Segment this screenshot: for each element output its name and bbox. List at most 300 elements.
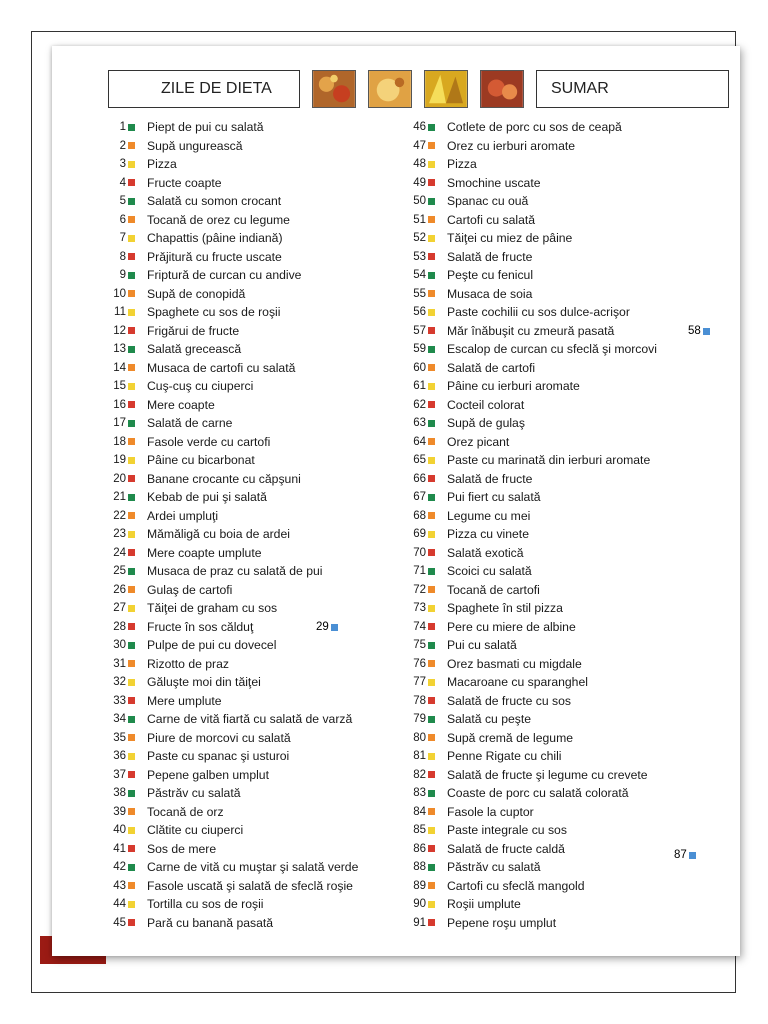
recipe-number: 49 <box>413 176 426 189</box>
recipe-item <box>98 303 358 322</box>
recipe-item <box>98 858 358 877</box>
recipe-item <box>398 525 657 544</box>
recipe-name: Coaste de porc cu salată colorată <box>447 786 629 801</box>
red-category-marker-icon <box>428 845 435 852</box>
yellow-category-marker-icon <box>128 457 135 464</box>
recipe-name: Ardei umpluţi <box>147 508 219 523</box>
recipe-number: 72 <box>413 583 426 596</box>
recipe-number: 6 <box>119 213 126 226</box>
recipe-item <box>398 729 657 748</box>
recipe-number: 41 <box>113 842 126 855</box>
recipe-number: 80 <box>413 731 426 744</box>
yellow-category-marker-icon <box>128 531 135 538</box>
recipe-number: 33 <box>113 694 126 707</box>
recipe-item <box>398 303 657 322</box>
recipe-item <box>398 914 657 933</box>
orange-category-marker-icon <box>128 364 135 371</box>
recipe-item <box>98 470 358 489</box>
recipe-name: Salată de fructe <box>447 471 533 486</box>
yellow-category-marker-icon <box>428 901 435 908</box>
recipe-name: Roşii umplute <box>447 897 521 912</box>
recipe-number: 25 <box>113 565 126 578</box>
recipe-item <box>398 544 657 563</box>
recipe-item <box>398 581 657 600</box>
recipe-item <box>98 710 358 729</box>
recipe-name: Păstrăv cu salată <box>447 860 541 875</box>
recipe-name: Musaca de soia <box>447 286 533 301</box>
recipe-number: 82 <box>413 768 426 781</box>
recipe-item <box>98 229 358 248</box>
yellow-category-marker-icon <box>128 235 135 242</box>
recipe-number: 30 <box>113 639 126 652</box>
orange-category-marker-icon <box>428 808 435 815</box>
recipe-number: 34 <box>113 713 126 726</box>
recipe-item <box>398 840 657 859</box>
recipe-name: Pere cu miere de albine <box>447 619 576 634</box>
orange-category-marker-icon <box>128 142 135 149</box>
recipe-number: 38 <box>113 787 126 800</box>
recipe-name: Fasole verde cu cartofi <box>147 434 271 449</box>
recipe-number: 88 <box>413 861 426 874</box>
recipe-number: 75 <box>413 639 426 652</box>
recipe-item <box>98 211 358 230</box>
green-category-marker-icon <box>128 494 135 501</box>
orange-category-marker-icon <box>128 438 135 445</box>
recipe-name: Orez picant <box>447 434 510 449</box>
yellow-category-marker-icon <box>128 679 135 686</box>
recipe-name: Banane crocante cu căpşuni <box>147 471 301 486</box>
recipe-item <box>98 192 358 211</box>
recipe-extra-58: 58 <box>688 325 710 337</box>
recipe-item <box>98 248 358 267</box>
recipe-number: 2 <box>119 139 126 152</box>
red-category-marker-icon <box>128 845 135 852</box>
food-image-1 <box>312 70 356 108</box>
recipe-number: 28 <box>113 620 126 633</box>
recipe-name: Paste cochilii cu sos dulce-acrişor <box>447 305 630 320</box>
recipe-number: 61 <box>413 380 426 393</box>
recipe-name: Salată de fructe şi legume cu crevete <box>447 767 648 782</box>
recipe-name: Sos de mere <box>147 841 217 856</box>
recipe-number: 35 <box>113 731 126 744</box>
recipe-name: Mere coapte <box>147 397 215 412</box>
recipe-item <box>398 414 657 433</box>
recipe-number: 44 <box>113 898 126 911</box>
orange-category-marker-icon <box>128 882 135 889</box>
recipe-name: Fructe în sos călduţ <box>147 619 254 634</box>
recipe-number: 90 <box>413 898 426 911</box>
recipe-item <box>98 451 358 470</box>
recipe-number: 3 <box>119 158 126 171</box>
recipe-name: Smochine uscate <box>447 175 541 190</box>
recipe-item <box>398 137 657 156</box>
recipe-number: 68 <box>413 509 426 522</box>
yellow-category-marker-icon <box>428 309 435 316</box>
yellow-category-marker-icon <box>128 901 135 908</box>
recipe-item <box>98 174 358 193</box>
summary-title-box <box>536 70 729 108</box>
scanned-page <box>52 46 740 956</box>
recipe-item <box>398 174 657 193</box>
recipe-name: Pizza cu vinete <box>447 527 529 542</box>
recipe-name: Păstrăv cu salată <box>147 786 241 801</box>
recipe-item <box>398 692 657 711</box>
recipe-name: Pizza <box>147 157 177 172</box>
recipe-name: Pară cu banană pasată <box>147 915 274 930</box>
orange-category-marker-icon <box>428 882 435 889</box>
recipe-number: 8 <box>119 250 126 263</box>
recipe-number: 17 <box>113 417 126 430</box>
red-category-marker-icon <box>428 253 435 260</box>
recipe-number: 62 <box>413 398 426 411</box>
recipe-name: Măr înăbuşit cu zmeură pasată <box>447 323 615 338</box>
recipe-item <box>398 377 657 396</box>
recipe-number: 13 <box>113 343 126 356</box>
recipe-name: Salată cu somon crocant <box>147 194 282 209</box>
recipe-item <box>98 877 358 896</box>
recipe-number: 39 <box>113 805 126 818</box>
recipe-name: Pâine cu bicarbonat <box>147 453 255 468</box>
recipe-item <box>398 248 657 267</box>
yellow-category-marker-icon <box>128 383 135 390</box>
blue-marker-icon <box>331 624 338 631</box>
recipe-item <box>98 803 358 822</box>
yellow-category-marker-icon <box>428 235 435 242</box>
recipe-number: 20 <box>113 472 126 485</box>
recipe-item <box>398 599 657 618</box>
orange-category-marker-icon <box>428 364 435 371</box>
recipe-number: 79 <box>413 713 426 726</box>
orange-category-marker-icon <box>128 512 135 519</box>
recipe-item <box>98 118 358 137</box>
recipe-name: Cuş-cuş cu ciuperci <box>147 379 254 394</box>
recipe-number: 66 <box>413 472 426 485</box>
yellow-category-marker-icon <box>128 605 135 612</box>
recipe-name: Supă cremă de legume <box>447 730 574 745</box>
recipe-name: Orez basmati cu migdale <box>447 656 582 671</box>
recipe-item <box>98 599 358 618</box>
green-category-marker-icon <box>128 568 135 575</box>
red-category-marker-icon <box>428 697 435 704</box>
recipe-name: Pizza <box>447 157 477 172</box>
recipe-name: Salată grecească <box>147 342 242 357</box>
red-category-marker-icon <box>428 919 435 926</box>
recipe-extra-29: 29 <box>316 621 338 633</box>
recipe-number: 14 <box>113 361 126 374</box>
recipe-name: Salată de fructe caldă <box>447 841 565 856</box>
blue-marker-icon <box>703 328 710 335</box>
orange-category-marker-icon <box>128 734 135 741</box>
recipe-item <box>398 359 657 378</box>
recipe-item <box>398 470 657 489</box>
recipe-item <box>398 858 657 877</box>
red-category-marker-icon <box>428 549 435 556</box>
recipe-extra-87: 87 <box>674 849 696 861</box>
recipe-number: 57 <box>413 324 426 337</box>
recipe-item <box>398 821 657 840</box>
recipe-number: 46 <box>413 121 426 134</box>
recipe-number: 84 <box>413 805 426 818</box>
recipe-item <box>398 877 657 896</box>
recipe-number: 91 <box>413 916 426 929</box>
recipe-name: Pepene roşu umplut <box>447 915 557 930</box>
recipe-item <box>98 636 358 655</box>
recipe-name: Salată de cartofi <box>447 360 536 375</box>
yellow-category-marker-icon <box>428 753 435 760</box>
recipe-name: Macaroane cu sparanghel <box>447 675 588 690</box>
recipe-name: Orez cu ierburi aromate <box>447 138 576 153</box>
recipe-number: 78 <box>413 694 426 707</box>
orange-category-marker-icon <box>428 142 435 149</box>
recipe-item <box>398 488 657 507</box>
orange-category-marker-icon <box>128 660 135 667</box>
recipe-item <box>398 784 657 803</box>
recipe-item <box>98 155 358 174</box>
yellow-category-marker-icon <box>428 605 435 612</box>
recipe-name: Paste cu spanac şi usturoi <box>147 749 290 764</box>
recipe-item <box>98 322 358 341</box>
orange-category-marker-icon <box>128 290 135 297</box>
recipe-item <box>98 137 358 156</box>
green-category-marker-icon <box>128 864 135 871</box>
recipe-name: Tăiţei de graham cu sos <box>147 601 278 616</box>
left-recipe-list <box>98 118 358 932</box>
recipe-item <box>98 562 358 581</box>
yellow-category-marker-icon <box>428 457 435 464</box>
recipe-name: Escalop de curcan cu sfeclă şi morcovi <box>447 342 657 357</box>
green-category-marker-icon <box>128 198 135 205</box>
food-image-3 <box>424 70 468 108</box>
recipe-name: Piure de morcovi cu salată <box>147 730 291 745</box>
recipe-number: 15 <box>113 380 126 393</box>
blue-marker-icon <box>689 852 696 859</box>
recipe-name: Salată exotică <box>447 545 524 560</box>
recipe-number: 4 <box>119 176 126 189</box>
recipe-item <box>398 895 657 914</box>
recipe-number: 7 <box>119 232 126 245</box>
green-category-marker-icon <box>128 346 135 353</box>
orange-category-marker-icon <box>428 290 435 297</box>
recipe-number: 50 <box>413 195 426 208</box>
recipe-item <box>398 192 657 211</box>
yellow-category-marker-icon <box>128 827 135 834</box>
recipe-item <box>398 507 657 526</box>
recipe-item <box>98 488 358 507</box>
recipe-item <box>398 747 657 766</box>
recipe-number: 10 <box>113 287 126 300</box>
recipe-name: Supă de conopidă <box>147 286 246 301</box>
recipe-item <box>398 433 657 452</box>
recipe-name: Musaca de cartofi cu salată <box>147 360 296 375</box>
recipe-number: 69 <box>413 528 426 541</box>
yellow-category-marker-icon <box>128 161 135 168</box>
green-category-marker-icon <box>428 790 435 797</box>
recipe-name: Paste integrale cu sos <box>447 823 567 838</box>
orange-category-marker-icon <box>128 586 135 593</box>
recipe-name: Fasole la cuptor <box>447 804 534 819</box>
recipe-name: Piept de pui cu salată <box>147 120 264 135</box>
green-category-marker-icon <box>428 346 435 353</box>
red-category-marker-icon <box>128 401 135 408</box>
recipe-number: 22 <box>113 509 126 522</box>
orange-category-marker-icon <box>128 808 135 815</box>
recipe-number: 53 <box>413 250 426 263</box>
orange-category-marker-icon <box>428 660 435 667</box>
orange-category-marker-icon <box>428 512 435 519</box>
recipe-item <box>398 340 657 359</box>
green-category-marker-icon <box>428 272 435 279</box>
recipe-item <box>98 359 358 378</box>
red-category-marker-icon <box>128 919 135 926</box>
recipe-number: 19 <box>113 454 126 467</box>
red-category-marker-icon <box>128 697 135 704</box>
green-category-marker-icon <box>428 716 435 723</box>
recipe-item <box>98 544 358 563</box>
recipe-number: 64 <box>413 435 426 448</box>
recipe-number: 74 <box>413 620 426 633</box>
yellow-category-marker-icon <box>428 827 435 834</box>
recipe-name: Legume cu mei <box>447 508 531 523</box>
recipe-name: Cotlete de porc cu sos de ceapă <box>447 120 622 135</box>
recipe-number: 85 <box>413 824 426 837</box>
recipe-name: Frigărui de fructe <box>147 323 240 338</box>
recipe-number: 83 <box>413 787 426 800</box>
recipe-name: Cartofi cu salată <box>447 212 536 227</box>
recipe-name: Kebab de pui şi salată <box>147 490 267 505</box>
recipe-name: Friptură de curcan cu andive <box>147 268 302 283</box>
green-category-marker-icon <box>428 864 435 871</box>
yellow-category-marker-icon <box>128 309 135 316</box>
recipe-number: 12 <box>113 324 126 337</box>
recipe-item <box>98 377 358 396</box>
green-category-marker-icon <box>428 642 435 649</box>
recipe-number: 76 <box>413 657 426 670</box>
recipe-item <box>98 766 358 785</box>
recipe-item <box>398 266 657 285</box>
recipe-item <box>98 692 358 711</box>
red-category-marker-icon <box>128 327 135 334</box>
recipe-number: 27 <box>113 602 126 615</box>
recipe-number: 36 <box>113 750 126 763</box>
yellow-category-marker-icon <box>428 531 435 538</box>
recipe-number: 1 <box>119 121 126 134</box>
recipe-number: 43 <box>113 879 126 892</box>
recipe-name: Pâine cu ierburi aromate <box>447 379 580 394</box>
recipe-number: 9 <box>119 269 126 282</box>
red-category-marker-icon <box>128 623 135 630</box>
recipe-name: Cartofi cu sfeclă mangold <box>447 878 585 893</box>
recipe-name: Fructe coapte <box>147 175 222 190</box>
recipe-item <box>398 118 657 137</box>
recipe-name: Gulaş de cartofi <box>147 582 233 597</box>
recipe-item <box>98 895 358 914</box>
recipe-number: 24 <box>113 546 126 559</box>
yellow-category-marker-icon <box>428 161 435 168</box>
recipe-number: 18 <box>113 435 126 448</box>
summary-title: SUMAR <box>551 80 609 97</box>
recipe-number: 67 <box>413 491 426 504</box>
orange-category-marker-icon <box>428 586 435 593</box>
recipe-number: 47 <box>413 139 426 152</box>
recipe-item <box>98 840 358 859</box>
red-category-marker-icon <box>428 623 435 630</box>
recipe-number: 81 <box>413 750 426 763</box>
diet-days-title: ZILE DE DIETA <box>161 80 272 97</box>
recipe-number: 70 <box>413 546 426 559</box>
orange-category-marker-icon <box>428 216 435 223</box>
recipe-item <box>98 525 358 544</box>
green-category-marker-icon <box>128 420 135 427</box>
recipe-item <box>398 285 657 304</box>
recipe-number: 65 <box>413 454 426 467</box>
green-category-marker-icon <box>428 198 435 205</box>
red-category-marker-icon <box>428 475 435 482</box>
recipe-number: 56 <box>413 306 426 319</box>
yellow-category-marker-icon <box>128 753 135 760</box>
recipe-number: 26 <box>113 583 126 596</box>
recipe-number: 54 <box>413 269 426 282</box>
green-category-marker-icon <box>128 642 135 649</box>
recipe-item <box>98 396 358 415</box>
recipe-item <box>398 766 657 785</box>
recipe-name: Salată de carne <box>147 416 233 431</box>
recipe-item <box>98 433 358 452</box>
recipe-name: Tocană de orz <box>147 804 224 819</box>
recipe-number: 71 <box>413 565 426 578</box>
recipe-item <box>398 655 657 674</box>
recipe-number: 86 <box>413 842 426 855</box>
recipe-name: Scoici cu salată <box>447 564 532 579</box>
recipe-name: Supă de gulaş <box>447 416 525 431</box>
recipe-number: 32 <box>113 676 126 689</box>
food-image-2 <box>368 70 412 108</box>
recipe-number: 52 <box>413 232 426 245</box>
recipe-number: 16 <box>113 398 126 411</box>
recipe-number: 42 <box>113 861 126 874</box>
right-recipe-list <box>398 118 657 932</box>
recipe-name: Spanac cu ouă <box>447 194 529 209</box>
red-category-marker-icon <box>428 401 435 408</box>
recipe-item <box>398 211 657 230</box>
recipe-item <box>98 581 358 600</box>
recipe-name: Salată de fructe <box>447 249 533 264</box>
recipe-number: 59 <box>413 343 426 356</box>
recipe-name: Tocană de cartofi <box>447 582 540 597</box>
recipe-item <box>98 673 358 692</box>
recipe-item <box>98 914 358 933</box>
recipe-name: Musaca de praz cu salată de pui <box>147 564 323 579</box>
recipe-item <box>398 155 657 174</box>
red-category-marker-icon <box>128 475 135 482</box>
recipe-number: 23 <box>113 528 126 541</box>
green-category-marker-icon <box>428 420 435 427</box>
red-category-marker-icon <box>128 253 135 260</box>
recipe-name: Mămăligă cu boia de ardei <box>147 527 290 542</box>
recipe-number: 40 <box>113 824 126 837</box>
recipe-number: 63 <box>413 417 426 430</box>
red-category-marker-icon <box>428 771 435 778</box>
recipe-number: 48 <box>413 158 426 171</box>
recipe-name: Carne de vită fiartă cu salată de varză <box>147 712 353 727</box>
recipe-name: Carne de vită cu muştar şi salată verde <box>147 860 359 875</box>
recipe-number: 37 <box>113 768 126 781</box>
recipe-name: Penne Rigate cu chili <box>447 749 562 764</box>
recipe-item <box>398 803 657 822</box>
yellow-category-marker-icon <box>428 383 435 390</box>
recipe-name: Tocană de orez cu legume <box>147 212 290 227</box>
orange-category-marker-icon <box>128 216 135 223</box>
recipe-name: Fasole uscată şi salată de sfeclă roşie <box>147 878 353 893</box>
